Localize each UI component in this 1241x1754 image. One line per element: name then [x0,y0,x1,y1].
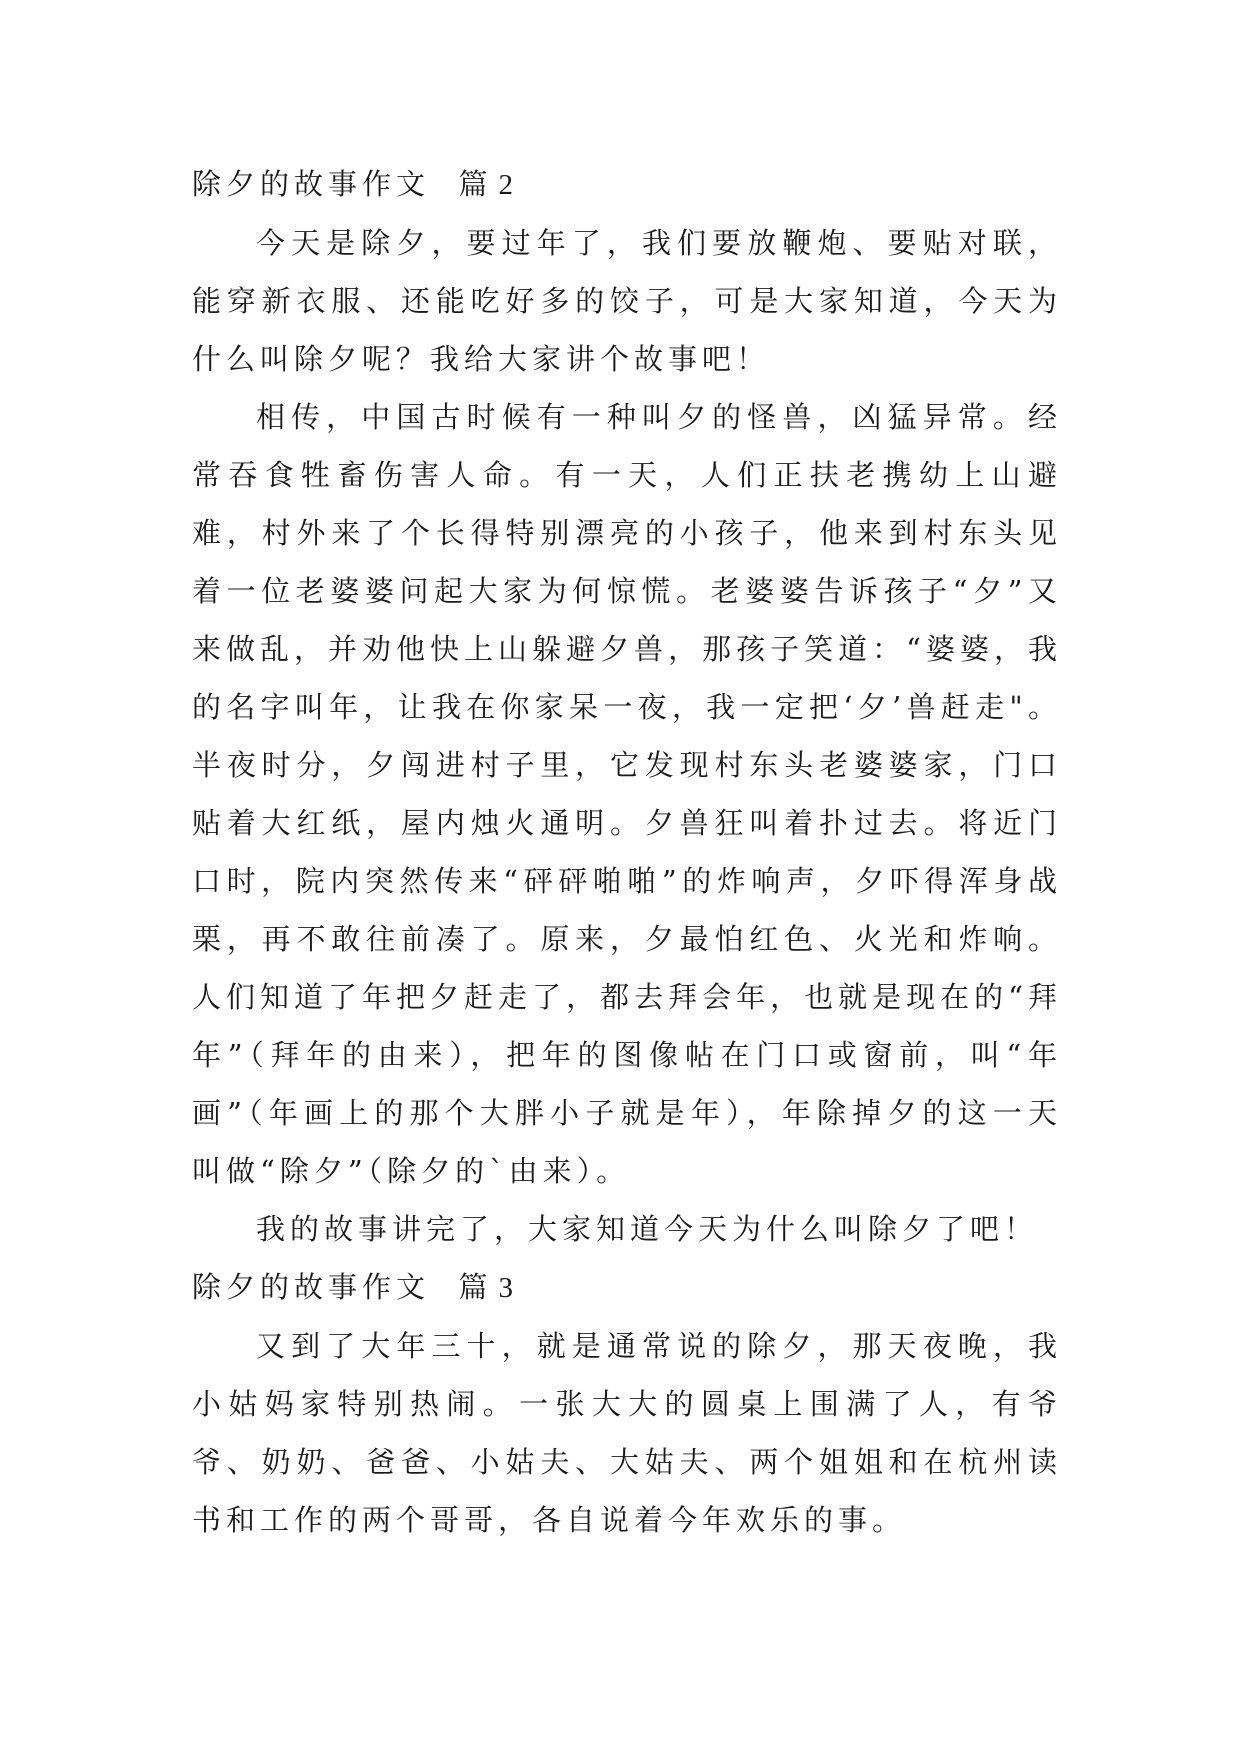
paragraph: 又到了大年三十，就是通常说的除夕，那天夜晚，我小姑妈家特别热闹。一张大大的圆桌上围满了人，有爷爷、奶奶、爸爸、小姑夫、大姑夫、两个姐姐和在杭州读书和工作的两个哥哥，各自说着今年欢乐的事。 [192,1329,1062,1537]
section-2 [192,155,1062,1258]
heading-title: 除夕的故事作文 [192,167,431,201]
heading-title: 除夕的故事作文 [192,1270,431,1304]
document-page [192,155,1062,1549]
section-3 [192,1258,1062,1549]
paragraph: 我的故事讲完了，大家知道今天为什么叫除夕了吧！ [256,1212,1039,1246]
section-heading [192,1258,1062,1317]
section-heading [192,155,1062,214]
heading-part: 篇 [458,167,493,201]
paragraph: 相传，中国古时候有一种叫夕的怪兽，凶猛异常。经常吞食牲畜伤害人命。有一天，人们正扶老携幼上山避难，村外来了个长得特别漂亮的小孩子，他来到村东头见着一位老婆婆问起大家为何惊慌。老婆婆告诉孩子“夕”又来做乱，并劝他快上山躲避夕兽，那孩子笑道：“婆婆，我的名字叫年，让我在你家呆一夜，我一定把‘夕’兽赶走"。半夜时分，夕闯进村子里，它发现村东头老婆婆家，门口贴着大红纸，屋内烛火通明。夕兽狂叫着扑过去。将近门口时，院内突然传来“砰砰啪啪”的炸响声，夕吓得浑身战栗，再不敢往前凑了。原来，夕最怕红色、火光和炸响。人们知道了年把夕赶走了，都去拜会年，也就是现在的“拜年”（拜年的由来），把年的图像帖在门口或窗前，叫“年画”（年画上的那个大胖小子就是年），年除掉夕的这一天叫做“除夕”（除夕的`由来）。 [192,400,1062,1188]
heading-number: 3 [498,1272,513,1304]
heading-number: 2 [498,169,513,201]
heading-part: 篇 [458,1270,493,1304]
paragraph: 今天是除夕，要过年了，我们要放鞭炮、要贴对联，能穿新衣服、还能吃好多的饺子，可是大家知道，今天为什么叫除夕呢？我给大家讲个故事吧！ [192,226,1062,376]
